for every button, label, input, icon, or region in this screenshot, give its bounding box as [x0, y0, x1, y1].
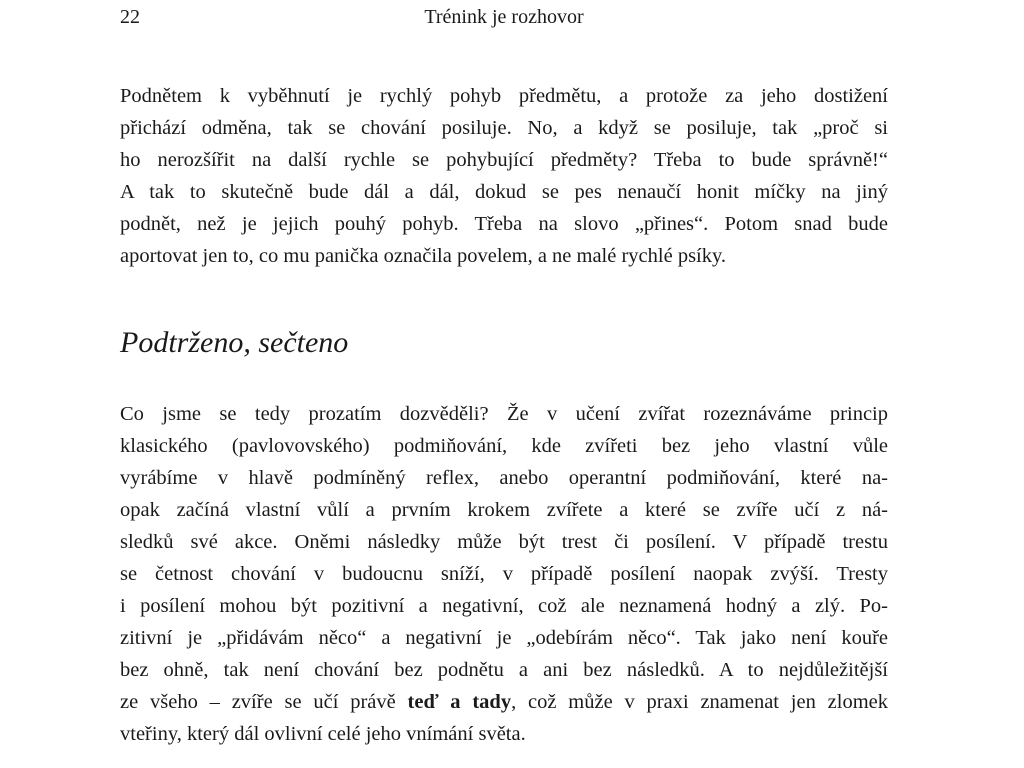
text-line: vteřiny, který dál ovlivní celé jeho vnímání světa. [120, 723, 526, 745]
text-line: vyrábíme v hlavě podmíněný reflex, anebo operantní podmiňování, které na- [120, 467, 888, 489]
text-line: Co jsme se tedy prozatím dozvěděli? Že v učení zvířat rozeznáváme princip [120, 403, 888, 425]
text-segment: ze všeho – zvíře se učí právě [120, 691, 408, 713]
running-header [120, 6, 888, 36]
text-line: klasického (pavlovovského) podmiňování, kde zvířeti bez jeho vlastní vůle [120, 435, 888, 457]
text-line: Podnětem k vyběhnutí je rychlý pohyb předmětu, a protože za jeho dostižení [120, 85, 888, 107]
text-segment: , což může v praxi znamenat jen zlomek [511, 691, 888, 713]
section-heading: Podtrženo, sečteno [120, 326, 349, 359]
page-number: 22 [120, 6, 140, 28]
text-line: opak začíná vlastní vůlí a prvním krokem zvířete a které se zvíře učí z ná- [120, 499, 888, 521]
paragraph-2 [120, 398, 888, 750]
text-line: přichází odměna, tak se chování posiluje. No, a když se posiluje, tak „proč si [120, 117, 888, 139]
text-line: bez ohně, tak není chování bez podnětu a ani bez následků. A to nejdůležitější [120, 659, 888, 681]
paragraph-1 [120, 80, 888, 272]
text-line: podnět, než je jejich pouhý pohyb. Třeba na slovo „přines“. Potom snad bude [120, 213, 888, 235]
text-line: zitivní je „přidávám něco“ a negativní je „odebírám něco“. Tak jako není kouře [120, 627, 888, 649]
running-title: Trénink je rozhovor [424, 6, 584, 28]
bold-emphasis: teď a tady [407, 691, 512, 713]
text-line: aportovat jen to, co mu panička označila povelem, a ne malé rychlé psíky. [120, 245, 727, 267]
text-line: A tak to skutečně bude dál a dál, dokud se pes nenaučí honit míčky na jiný [120, 181, 888, 203]
text-line-with-emphasis [120, 686, 888, 718]
text-line: i posílení mohou být pozitivní a negativní, což ale neznamená hodný a zlý. Po- [120, 595, 888, 617]
text-line: sledků své akce. Oněmi následky může být trest či posílení. V případě trestu [120, 531, 888, 553]
text-line: ho nerozšířit na další rychle se pohybující předměty? Třeba to bude správně!“ [120, 149, 888, 171]
text-line: se četnost chování v budoucnu sníží, v případě posílení naopak zvýší. Tresty [120, 563, 888, 585]
